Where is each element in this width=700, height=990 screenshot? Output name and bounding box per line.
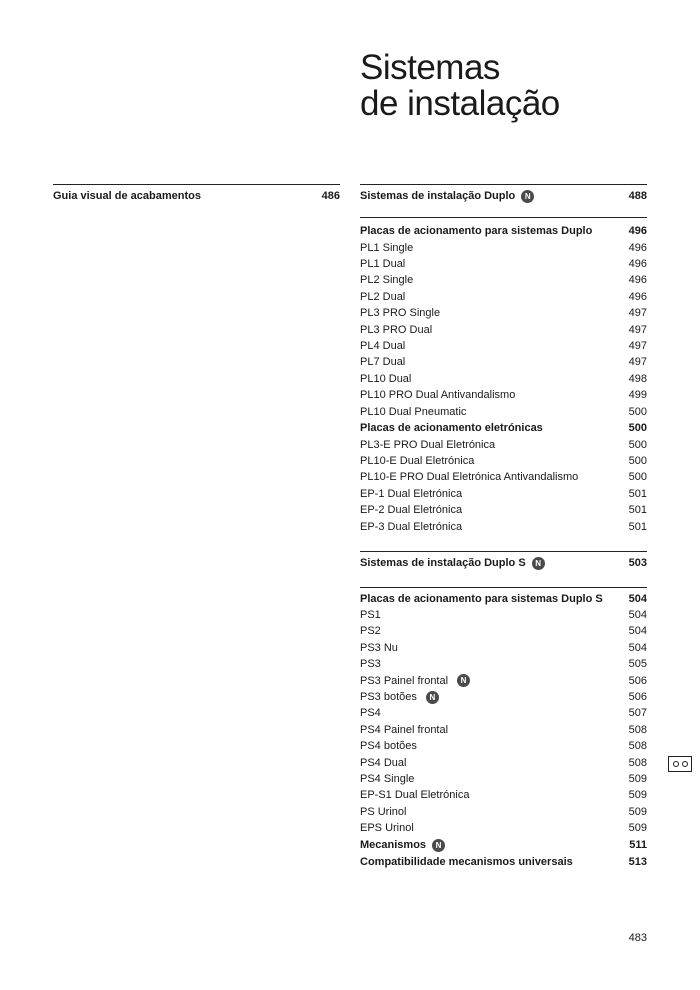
toc-item-label xyxy=(360,656,381,672)
toc-item-label xyxy=(360,640,398,656)
toc-item[interactable] xyxy=(360,486,647,502)
toc-item-label xyxy=(360,371,411,387)
new-badge-icon: N xyxy=(532,557,545,570)
toc-item-label xyxy=(360,354,405,370)
toc-item[interactable] xyxy=(360,771,647,787)
toc-item-page: 500 xyxy=(628,438,647,451)
new-badge-icon: N xyxy=(521,190,534,203)
toc-item-label-text: PS1 xyxy=(360,609,381,621)
toc-item-page: 505 xyxy=(628,658,647,671)
toc-item[interactable] xyxy=(360,656,647,672)
toc-item-page: 497 xyxy=(628,323,647,336)
toc-item-label-text: PL1 Single xyxy=(360,241,414,254)
toc-item-label-text: PL10-E PRO Dual Eletrónica Antivandalismo xyxy=(360,471,579,484)
toc-item[interactable] xyxy=(360,705,647,721)
tab-circle-icon xyxy=(682,761,688,767)
toc-item-page: 500 xyxy=(628,471,647,484)
toc-item-page: 496 xyxy=(628,290,647,303)
toc-item-page: 500 xyxy=(628,454,647,467)
toc-item-label-text: PS3 botões xyxy=(360,691,417,703)
toc-item-page: 501 xyxy=(628,504,647,517)
toc-heading-page: 504 xyxy=(628,593,647,605)
toc-item-label xyxy=(360,607,381,623)
toc-item[interactable] xyxy=(360,804,647,820)
toc-item[interactable] xyxy=(360,387,647,403)
toc-item-label xyxy=(360,272,413,288)
toc-entry-guia-visual[interactable] xyxy=(53,188,340,204)
toc-item-label-text: EP-2 Dual Eletrónica xyxy=(360,504,463,517)
toc-item[interactable] xyxy=(360,673,647,689)
toc-item-page: 497 xyxy=(628,339,647,352)
toc-item-page: 511 xyxy=(629,839,647,851)
toc-heading-page: 496 xyxy=(628,225,647,237)
toc-item-label xyxy=(360,453,474,469)
toc-item-label-text: PL2 Single xyxy=(360,274,414,287)
toc-item-label xyxy=(360,486,462,502)
toc-item-label-text: Mecanismos xyxy=(360,839,427,851)
toc-item-page: 509 xyxy=(628,805,647,818)
toc-item-label-text: PL10 PRO Dual Antivandalismo xyxy=(360,389,516,402)
toc-item-page: 509 xyxy=(628,789,647,802)
toc-item-page: 496 xyxy=(628,257,647,270)
toc-item[interactable] xyxy=(360,453,647,469)
toc-section-duplo-s[interactable] xyxy=(360,555,647,571)
toc-item[interactable] xyxy=(360,738,647,754)
toc-heading-page: 500 xyxy=(628,422,647,434)
toc-entry-label: Guia visual de acabamentos xyxy=(53,190,201,202)
new-badge-icon: N xyxy=(432,839,445,852)
toc-item-label-text: PS4 Dual xyxy=(360,756,407,769)
toc-heading-placas-duplo-s[interactable] xyxy=(360,591,647,607)
toc-item-label xyxy=(360,820,414,836)
toc-item[interactable] xyxy=(360,820,647,836)
toc-item[interactable] xyxy=(360,354,647,370)
toc-section-label xyxy=(360,188,534,204)
toc-item[interactable] xyxy=(360,272,647,288)
toc-item-page: 507 xyxy=(628,707,647,720)
toc-section-page: 488 xyxy=(628,190,647,202)
toc-item-label-text: PS3 Nu xyxy=(360,641,398,654)
toc-item-page: 499 xyxy=(628,389,647,402)
toc-item[interactable] xyxy=(360,240,647,256)
toc-item[interactable] xyxy=(360,469,647,485)
page-title xyxy=(360,50,560,122)
page-number: 483 xyxy=(628,932,647,944)
new-badge-icon: N xyxy=(457,674,470,687)
toc-item-page: 504 xyxy=(628,641,647,654)
toc-item-label-text: PS3 xyxy=(360,658,381,671)
toc-item-label-text: PS4 botões xyxy=(360,740,417,753)
toc-item-label xyxy=(360,240,413,256)
toc-item-label-text: PL3 PRO Dual xyxy=(360,323,433,336)
toc-section-duplo[interactable] xyxy=(360,188,647,204)
right-divider-4 xyxy=(360,587,647,588)
toc-item-label xyxy=(360,289,405,305)
toc-item-page: 506 xyxy=(628,674,647,687)
toc-item-label xyxy=(360,305,440,321)
toc-heading-label: Placas de acionamento para sistemas Duplo xyxy=(360,225,593,237)
toc-item-page: 504 xyxy=(628,625,647,638)
toc-item[interactable] xyxy=(360,787,647,803)
toc-item[interactable] xyxy=(360,305,647,321)
toc-item-page: 504 xyxy=(628,609,647,621)
toc-item-label xyxy=(360,722,448,738)
toc-item-label-text: PL4 Dual xyxy=(360,339,406,352)
toc-item[interactable] xyxy=(360,502,647,518)
toc-item-label-text: PL10 Dual Pneumatic xyxy=(360,405,467,418)
toilet-tab-icon xyxy=(668,756,692,772)
toc-item-page: 500 xyxy=(628,405,647,418)
toc-item-page: 498 xyxy=(628,372,647,385)
toc-section-label-text: Sistemas de instalação Duplo S xyxy=(360,557,526,569)
toc-item-page: 508 xyxy=(628,740,647,753)
toc-section-label xyxy=(360,555,545,571)
toc-item[interactable] xyxy=(360,837,647,853)
toc-item[interactable] xyxy=(360,437,647,453)
toc-item-page: 497 xyxy=(628,307,647,320)
toc-item[interactable] xyxy=(360,640,647,656)
new-badge-icon: N xyxy=(426,691,439,704)
toc-item-label-text: EPS Urinol xyxy=(360,822,414,835)
toc-item-label-text: Compatibilidade mecanismos universais xyxy=(360,855,573,868)
toc-item-label xyxy=(360,705,381,721)
toc-item-label xyxy=(360,404,466,420)
toc-item[interactable] xyxy=(360,623,647,639)
toc-item-label xyxy=(360,755,406,771)
toc-entry-page: 486 xyxy=(321,190,340,202)
toc-item[interactable] xyxy=(360,322,647,338)
toc-item-label-text: PL10-E Dual Eletrónica xyxy=(360,454,475,467)
toc-item-label-text: EP-3 Dual Eletrónica xyxy=(360,520,463,533)
toc-item-label xyxy=(360,689,439,705)
toc-item-label-text: PL1 Dual xyxy=(360,257,406,270)
toc-item-page: 508 xyxy=(628,756,647,769)
toc-item-page: 506 xyxy=(628,691,647,703)
toc-item-label-text: PS4 Painel frontal xyxy=(360,723,449,736)
toc-item-label-text: PS3 Painel frontal xyxy=(360,674,449,687)
toc-item[interactable] xyxy=(360,854,647,870)
toc-item-page: 501 xyxy=(628,487,647,500)
toc-heading-placas-eletronicas[interactable] xyxy=(360,420,647,436)
toc-item-label xyxy=(360,437,495,453)
toc-item-label xyxy=(360,338,405,354)
toc-item[interactable] xyxy=(360,289,647,305)
toc-item[interactable] xyxy=(360,519,647,535)
toc-item-label xyxy=(360,256,405,272)
toc-item-label-text: PS2 xyxy=(360,625,381,638)
toc-item-label-text: PL2 Dual xyxy=(360,290,406,303)
toc-item-label xyxy=(360,673,470,689)
toc-item-label-text: PL7 Dual xyxy=(360,356,406,369)
toc-item-label-text: PL3-E PRO Dual Eletrónica xyxy=(360,438,496,451)
toc-item-page: 513 xyxy=(628,855,647,868)
toc-heading-placas-duplo[interactable] xyxy=(360,223,647,239)
toc-item-label-text: PS4 Single xyxy=(360,773,415,785)
toc-item-label xyxy=(360,854,573,870)
toc-item[interactable] xyxy=(360,722,647,738)
toc-item-page: 509 xyxy=(628,822,647,835)
toc-item-label xyxy=(360,469,578,485)
toc-item[interactable] xyxy=(360,755,647,771)
toc-item[interactable] xyxy=(360,371,647,387)
toc-item-label xyxy=(360,387,515,403)
toc-item-label-text: PS4 xyxy=(360,707,381,720)
toc-item[interactable] xyxy=(360,689,647,705)
toc-item-label xyxy=(360,623,381,639)
toc-item-label xyxy=(360,322,432,338)
toc-item-label xyxy=(360,837,445,853)
toc-item-label-text: PL3 PRO Single xyxy=(360,307,441,320)
toc-item[interactable] xyxy=(360,256,647,272)
toc-item-label-text: PL10 Dual xyxy=(360,372,412,385)
tab-circle-icon xyxy=(673,761,679,767)
toc-item-page: 508 xyxy=(628,723,647,736)
page-title-line2: de instalação xyxy=(360,84,560,123)
toc-item-label-text: EP-S1 Dual Eletrónica xyxy=(360,789,470,802)
toc-section-label-text: Sistemas de instalação Duplo xyxy=(360,190,516,202)
toc-item-label xyxy=(360,771,414,787)
toc-item-label-text: PS Urinol xyxy=(360,805,407,818)
toc-heading-label: Placas de acionamento eletrónicas xyxy=(360,422,543,434)
toc-section-page: 503 xyxy=(628,557,647,569)
toc-item-label xyxy=(360,502,462,518)
toc-item-page: 496 xyxy=(628,274,647,287)
toc-item-label-text: EP-1 Dual Eletrónica xyxy=(360,487,463,500)
right-divider-2 xyxy=(360,217,647,218)
toc-item-label xyxy=(360,738,417,754)
toc-item-label xyxy=(360,787,469,803)
toc-item[interactable] xyxy=(360,338,647,354)
toc-item-page: 501 xyxy=(628,520,647,533)
toc-item-page: 496 xyxy=(628,241,647,254)
toc-item-label xyxy=(360,519,462,535)
page-title-line1: Sistemas xyxy=(360,48,500,87)
toc-item-label xyxy=(360,804,406,820)
right-divider-3 xyxy=(360,551,647,552)
right-divider-1 xyxy=(360,184,647,185)
left-divider xyxy=(53,184,340,185)
toc-item[interactable] xyxy=(360,404,647,420)
toc-item-page: 509 xyxy=(628,773,647,785)
toc-item-page: 497 xyxy=(628,356,647,369)
toc-item[interactable] xyxy=(360,607,647,623)
toc-heading-label: Placas de acionamento para sistemas Duplo S xyxy=(360,593,603,605)
